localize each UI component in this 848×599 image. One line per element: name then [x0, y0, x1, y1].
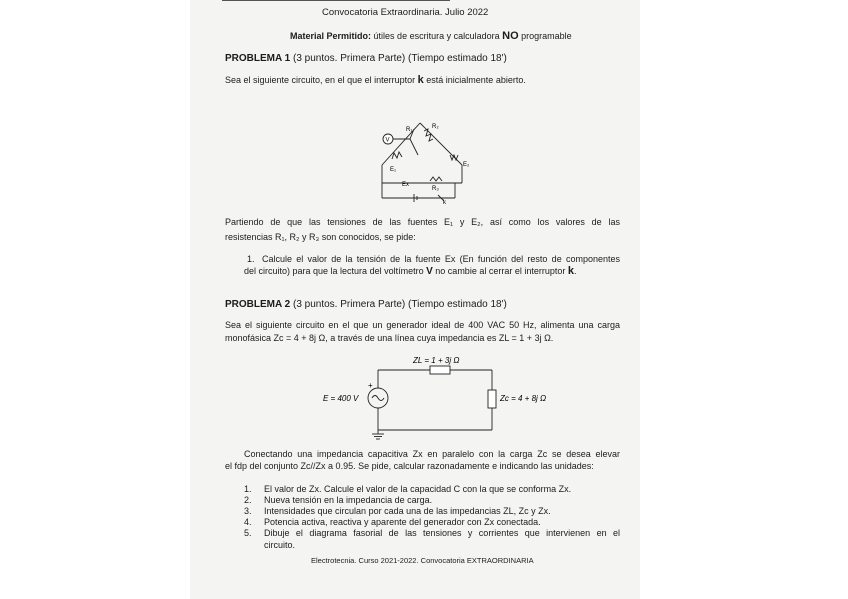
problem1-intro [225, 75, 526, 86]
p2-item-4-number: 4. [244, 517, 252, 527]
label-r1: R₁ [406, 127, 413, 133]
label-e1: E₁ [390, 167, 397, 173]
p2-item-4-text: Potencia activa, reactiva y aparente del generador con Zx conectada. [264, 517, 541, 527]
zl-impedance [430, 366, 450, 374]
problem2-heading [225, 300, 507, 310]
p2-item-1-number: 1. [244, 484, 252, 494]
problem2-title: PROBLEMA 2 [225, 299, 291, 310]
p2-item-1-text: El valor de Zx. Calcule el valor de la capacidad C con la que se conforma Zx. [264, 484, 572, 494]
material-tail: programable [521, 31, 572, 41]
source-plus: + [368, 381, 373, 390]
problem1-title: PROBLEMA 1 [225, 53, 291, 64]
switch-ref: k [567, 265, 574, 277]
zl-label: ZL = 1 + 3j Ω [413, 356, 460, 365]
p2-item-5-number: 5. [244, 528, 252, 538]
p2-item-5-text-cont: circuito. [264, 540, 296, 550]
circuit-diagram-2 [320, 352, 600, 442]
circuit-diagram-1 [370, 103, 510, 205]
zc-impedance [488, 390, 496, 408]
p2-item-3-text: Intensidades que circulan por cada una de las impedancias ZL, Zc y Zx. [264, 506, 551, 516]
problem1-item-line2 [244, 266, 577, 277]
item-line2-text: del circuito) para que la lectura del voltímetro [244, 266, 424, 276]
problem2-intro-line1: Sea el siguiente circuito en el que un generador ideal de 400 VAC 50 Hz, alimenta una carga [225, 320, 620, 330]
material-emph: NO [502, 30, 519, 42]
problem2-title-rest: (3 puntos. Primera Parte) (Tiempo estimado 18') [292, 299, 507, 310]
problem1-heading [225, 54, 507, 64]
problem2-intro-line2: monofásica Zc = 4 + 8j Ω, a través de una línea cuya impedancia es ZL = 1 + 3j Ω. [225, 333, 554, 343]
material-text: útiles de escritura y calculadora [373, 31, 500, 41]
label-e2: E₂ [463, 162, 470, 168]
label-r2: R₂ [432, 124, 439, 130]
p2-item-2-number: 2. [244, 495, 252, 505]
label-r3: R₃ [432, 186, 439, 192]
label-ex: Ex [402, 182, 410, 188]
problem1-intro-end: está inicialmente abierto. [426, 75, 526, 85]
problem2-para-line1: Conectando una impedancia capacitiva Zx en paralelo con la carga Zc se desea elevar [244, 449, 620, 459]
problem1-intro-text: Sea el siguiente circuito, en el que el interruptor [225, 75, 416, 85]
page-footer: Electrotecnia. Curso 2021-2022. Convocatoria EXTRAORDINARIA [311, 556, 534, 565]
problem2-para-line2: el fdp del conjunto Zc//Zx a 0.95. Se pide, calcular razonadamente e indicando las unidades: [225, 461, 594, 471]
problem1-para-line2: resistencias R₁, R₂ y R₃ son conocidos, se pide: [225, 232, 416, 242]
item-line2-end: . [574, 266, 577, 276]
source-label: E = 400 V [323, 394, 359, 403]
p2-item-5-text: Dibuje el diagrama fasorial de las tensiones y corrientes que intervienen en el [264, 528, 620, 538]
exam-title: Convocatoria Extraordinaria. Julio 2022 [322, 7, 489, 18]
item-line2-mid: no cambie al cerrar el interruptor [435, 266, 566, 276]
material-line [290, 31, 572, 42]
label-k: k [443, 200, 446, 205]
p2-item-2-text: Nueva tensión en la impedancia de carga. [264, 495, 433, 505]
problem1-item-number: 1. [247, 254, 255, 264]
problem1-item-line1: Calcule el valor de la tensión de la fuente Ex (En función del resto de componentes [262, 254, 620, 264]
p2-item-3-number: 3. [244, 506, 252, 516]
zc-label: Zc = 4 + 8j Ω [500, 394, 547, 403]
voltmeter-label: V [385, 137, 390, 144]
problem1-para-line1: Partiendo de que las tensiones de las fuentes E₁ y E₂, así como los valores de las [225, 217, 620, 227]
switch-k-label: k [417, 74, 424, 86]
material-label: Material Permitido: [290, 31, 372, 41]
voltmeter-ref: V [426, 266, 433, 277]
top-rule [222, 0, 450, 1]
problem1-title-rest: (3 puntos. Primera Parte) (Tiempo estimado 18') [292, 53, 507, 64]
